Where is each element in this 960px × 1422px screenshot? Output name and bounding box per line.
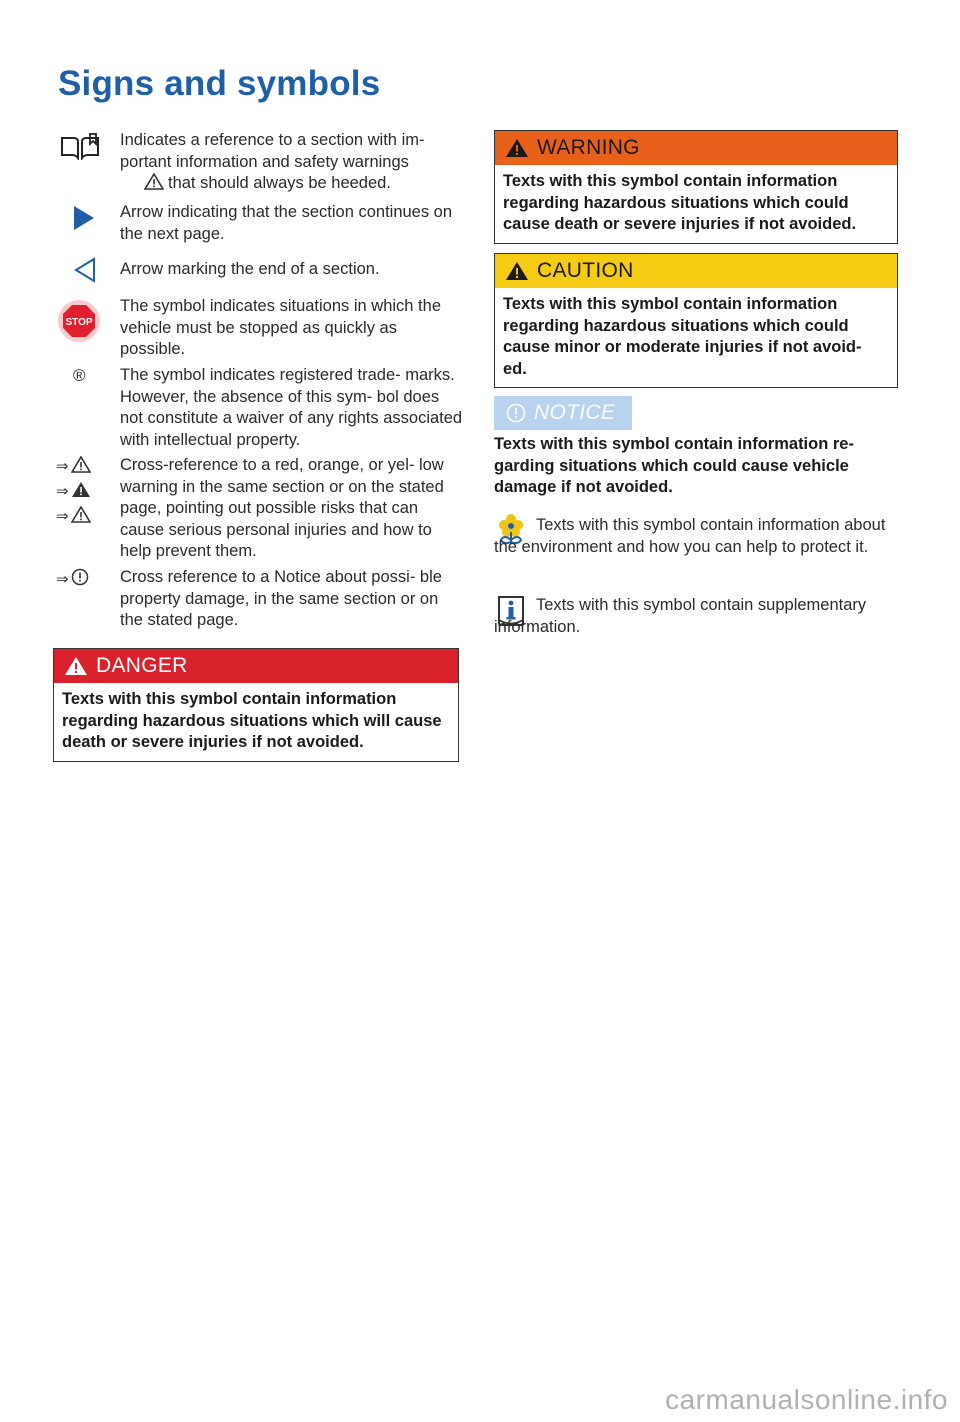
notice-circle-icon	[506, 403, 526, 423]
symbol-desc-registered: The symbol indicates registered trade- marks. However, the absence of this sym- bol does not constitute a waiver of any rights associated with intellectual property.	[120, 366, 463, 449]
warning-triangle-filled-icon	[71, 481, 91, 498]
warning-header	[495, 131, 897, 165]
warning-triangle-icon	[144, 173, 164, 190]
symbol-desc-arrow-end: Arrow marking the end of a section.	[120, 260, 380, 278]
watermark: carmanualsonline.info	[665, 1384, 948, 1415]
notice-label: NOTICE	[534, 401, 616, 424]
arrow-end-icon	[74, 257, 96, 283]
warning-triangle-icon	[64, 656, 88, 676]
xref-warning-orange: ⇒	[56, 481, 91, 500]
registered-icon: ®	[73, 366, 86, 385]
stop-icon	[57, 299, 101, 343]
danger-box	[53, 648, 459, 762]
warning-label: WARNING	[537, 136, 640, 159]
symbol-desc-stop: The symbol indicates situations in which the vehicle must be stopped as quickly as possible.	[120, 297, 441, 358]
danger-text: Texts with this symbol contain information regarding hazardous situations which will cause death or severe injuries if not avoided.	[62, 690, 442, 751]
warning-triangle-icon	[505, 261, 529, 281]
xref-notice: ⇒	[56, 568, 89, 588]
xref-warning-red: ⇒	[56, 456, 91, 475]
page-title: Signs and symbols	[58, 64, 381, 103]
warning-text: Texts with this symbol contain information regarding hazardous situations which could cause death or severe injuries if not avoided.	[503, 172, 857, 233]
symbol-desc-warning-xref: Cross-reference to a red, orange, or yel- low warning in the same section or on the stated page, pointing out possible risks that can cause serious personal injuries and how to help prevent them.	[120, 456, 444, 560]
caution-box	[494, 253, 898, 388]
caution-text: Texts with this symbol contain information regarding hazardous situations which could cause minor or moderate injuries if not avoid- ed.	[503, 295, 862, 378]
warning-triangle-icon	[505, 138, 529, 158]
caution-label: CAUTION	[537, 259, 634, 282]
symbol-desc-book: Indicates a reference to a section with im- portant information and safety warnings that should always be heeded.	[120, 131, 425, 192]
danger-header	[54, 649, 458, 683]
svg-text:STOP: STOP	[65, 317, 93, 328]
book-reference-icon	[60, 132, 100, 160]
notice-text: Texts with this symbol contain information re- garding situations which could cause vehicle damage if not avoided.	[494, 435, 854, 496]
arrow-right-icon	[72, 205, 96, 231]
warning-triangle-outline-icon	[71, 456, 91, 473]
caution-header	[495, 254, 897, 288]
warning-triangle-outline-icon	[71, 506, 91, 523]
info-text: Texts with this symbol contain supplementary information.	[494, 596, 867, 636]
symbol-desc-arrow-continue: Arrow indicating that the section continues on the next page.	[120, 203, 453, 243]
notice-circle-icon	[71, 568, 89, 586]
symbol-desc-notice-xref: Cross reference to a Notice about possi- ble property damage, in the same section or on the stated page.	[120, 568, 442, 629]
danger-label: DANGER	[96, 654, 188, 677]
xref-warning-yellow: ⇒	[56, 506, 91, 525]
warning-box	[494, 130, 898, 244]
notice-header	[494, 396, 632, 430]
environment-text: Texts with this symbol contain information about the environment and how you can help to protect it.	[494, 516, 886, 556]
